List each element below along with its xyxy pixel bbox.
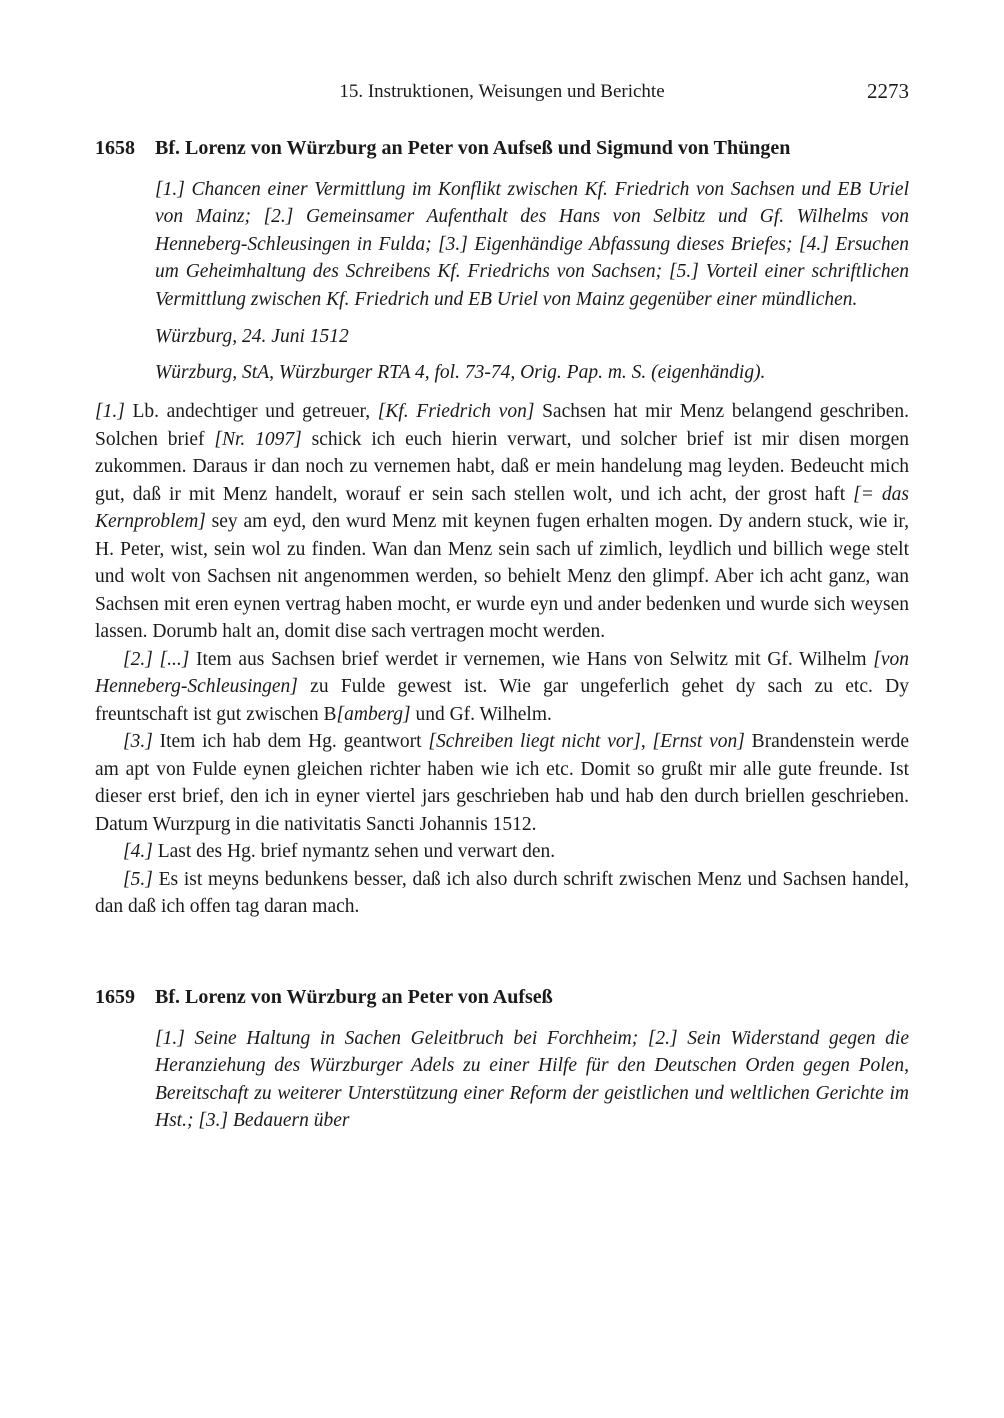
entry-meta	[155, 176, 909, 387]
entry-summary: [1.] Seine Haltung in Sachen Geleitbruch bei Forchheim; [2.] Sein Widerstand gegen die Heranziehung des Würzburger Adels zu einer Hilfe für den Deutschen Orden gegen Polen, Bereitschaft zu weiterer Unterstützung einer Reform der geistlichen und weltlichen Gerichte im Hst.; [3.] Bedauern über	[155, 1027, 909, 1131]
running-header	[95, 78, 909, 106]
body-paragraph: [5.] Es ist meyns bedunkens besser, daß ich also durch schrift zwischen Menz und Sachsen handel, dan daß ich offen tag daran mach.	[95, 868, 909, 917]
entry-meta	[155, 1025, 909, 1135]
entry-1659	[95, 983, 909, 1135]
entry-date: Würzburg, 24. Juni 1512	[155, 326, 349, 347]
entry-heading	[95, 134, 909, 162]
entry-summary: [1.] Chancen einer Vermittlung im Konflikt zwischen Kf. Friedrich von Sachsen und EB Uriel von Mainz; [2.] Gemeinsamer Aufenthalt des Hans von Selbitz und Gf. Wilhelms von Henneberg-Schleusingen in Fulda; [3.] Eigenhändige Abfassung dieses Briefes; [4.] Ersuchen um Geheimhaltung des Schreibens Kf. Friedrichs von Sachsen; [5.] Vorteil einer schriftlichen Vermittlung zwischen Kf. Friedrich und EB Uriel von Mainz gegenüber einer mündlichen.	[155, 178, 909, 310]
entry-source: Würzburg, StA, Würzburger RTA 4, fol. 73-74, Orig. Pap. m. S. (eigenhändig).	[155, 361, 766, 383]
entry-heading	[95, 983, 909, 1011]
entry-number: 1659	[95, 985, 135, 1008]
body-paragraph: [4.] Last des Hg. brief nymantz sehen und verwart den.	[123, 841, 556, 862]
page-number: 2273	[867, 79, 909, 103]
entry-1658	[95, 134, 909, 921]
section-title: 15. Instruktionen, Weisungen und Berichte	[339, 81, 665, 102]
body-paragraph: [1.] Lb. andechtiger und getreuer, [Kf. Friedrich von] Sachsen hat mir Menz belangend geschriben. Solchen brief [Nr. 1097] schick ich euch hierin verwart, und solcher brief ist mir disen morgen zukommen. Daraus ir dan noch zu vernemen habt, daß er mein handelung mag leyden. Bedeucht mich gut, daß ir mit Menz handelt, worauf er sein sach stellen wolt, und ich acht, der grost haft [= das Kernproblem] sey am eyd, den wurd Menz mit keynen fugen erhalten mogen. Dy andern stuck, wie ir, H. Peter, wist, sein wol zu finden. Wan dan Menz sein sach uf zimlich, leydlich und billich wege stelt und wolt von Sachsen nit angenommen werden, so behielt Menz den glimpf. Aber ich acht ganz, wan Sachsen mit eren eynen vertrag haben mocht, er wurde eyn und ander bedenken und wurde sich weysen lassen. Dorumb halt an, domit dise sach vertragen mocht werden.	[95, 401, 909, 642]
body-paragraph: [3.] Item ich hab dem Hg. geantwort [Schreiben liegt nicht vor], [Ernst von] Brandenstein werde am apt von Fulde eynen gleichen richter haben wie ich etc. Domit so grußt mir alle gute freunde. Ist dieser erst brief, den ich in eyner viertel jars geschrieben hab und hab den durch briellen geschrieben. Datum Wurzpurg in die nativitatis Sancti Johannis 1512.	[95, 731, 910, 835]
body-paragraph: [2.] [...] Item aus Sachsen brief werdet ir vernemen, wie Hans von Selwitz mit Gf. Wilhelm [von Henneberg-Schleusingen] zu Fulde gewest ist. Wie gar ungeferlich gehet dy sach zu etc. Dy freuntschaft ist gut zwischen B[amberg] und Gf. Wilhelm.	[95, 648, 909, 725]
entry-number: 1658	[95, 136, 135, 159]
entry-title: Bf. Lorenz von Würzburg an Peter von Aufseß und Sigmund von Thüngen	[155, 136, 791, 159]
entry-title: Bf. Lorenz von Würzburg an Peter von Aufseß	[155, 985, 553, 1008]
entry-body	[95, 398, 909, 921]
